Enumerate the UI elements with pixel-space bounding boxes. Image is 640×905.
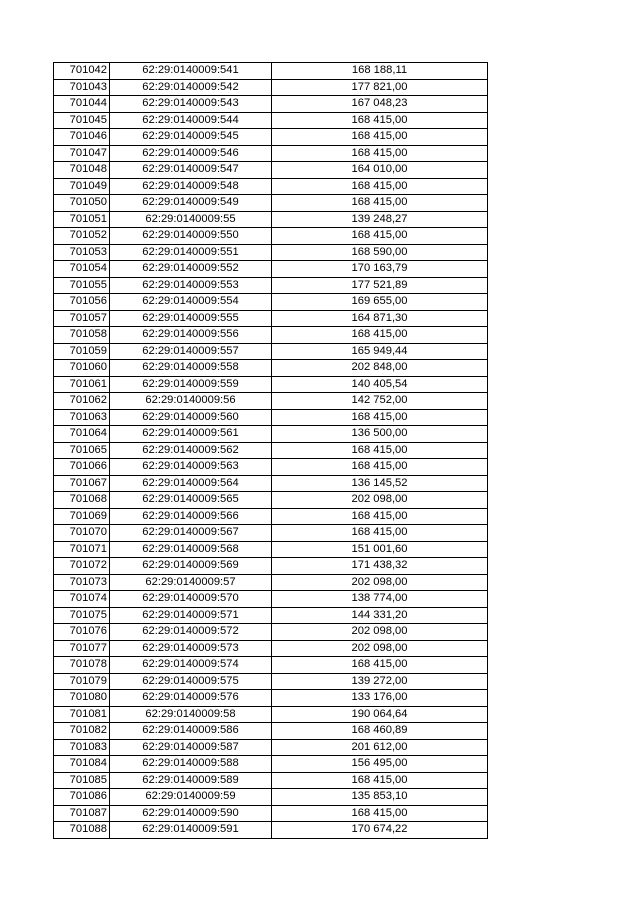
cadastral-number-cell: 62:29:0140009:552	[110, 261, 272, 278]
table-row	[54, 673, 488, 690]
cadastral-number-cell: 62:29:0140009:553	[110, 277, 272, 294]
cadastral-value-cell: 168 415,00	[272, 525, 488, 542]
cadastral-number-cell: 62:29:0140009:565	[110, 492, 272, 509]
cadastral-number-cell: 62:29:0140009:56	[110, 393, 272, 410]
row-id-cell: 701047	[54, 145, 110, 162]
cadastral-value-cell: 170 674,22	[272, 822, 488, 839]
cadastral-number-cell: 62:29:0140009:561	[110, 426, 272, 443]
cadastral-value-cell: 168 415,00	[272, 327, 488, 344]
row-id-cell: 701081	[54, 706, 110, 723]
cadastral-number-cell: 62:29:0140009:576	[110, 690, 272, 707]
cadastral-value-cell: 139 272,00	[272, 673, 488, 690]
cadastral-number-cell: 62:29:0140009:542	[110, 79, 272, 96]
row-id-cell: 701043	[54, 79, 110, 96]
cadastral-value-cell: 136 500,00	[272, 426, 488, 443]
table-row	[54, 541, 488, 558]
table-row	[54, 63, 488, 80]
table-row	[54, 145, 488, 162]
cadastral-number-cell: 62:29:0140009:559	[110, 376, 272, 393]
cadastral-number-cell: 62:29:0140009:574	[110, 657, 272, 674]
row-id-cell: 701071	[54, 541, 110, 558]
table-row	[54, 79, 488, 96]
cadastral-number-cell: 62:29:0140009:575	[110, 673, 272, 690]
cadastral-number-cell: 62:29:0140009:572	[110, 624, 272, 641]
cadastral-number-cell: 62:29:0140009:59	[110, 789, 272, 806]
cadastral-number-cell: 62:29:0140009:567	[110, 525, 272, 542]
row-id-cell: 701059	[54, 343, 110, 360]
cadastral-number-cell: 62:29:0140009:591	[110, 822, 272, 839]
table-row	[54, 393, 488, 410]
cadastral-value-cell: 169 655,00	[272, 294, 488, 311]
row-id-cell: 701054	[54, 261, 110, 278]
cadastral-number-cell: 62:29:0140009:545	[110, 129, 272, 146]
table-row	[54, 261, 488, 278]
table-row	[54, 360, 488, 377]
table-row	[54, 327, 488, 344]
row-id-cell: 701048	[54, 162, 110, 179]
row-id-cell: 701084	[54, 756, 110, 773]
table-body	[54, 63, 488, 839]
row-id-cell: 701062	[54, 393, 110, 410]
table-row	[54, 574, 488, 591]
cadastral-number-cell: 62:29:0140009:551	[110, 244, 272, 261]
table-row	[54, 475, 488, 492]
table-row	[54, 657, 488, 674]
cadastral-value-cell: 142 752,00	[272, 393, 488, 410]
row-id-cell: 701053	[54, 244, 110, 261]
table-row	[54, 426, 488, 443]
cadastral-number-cell: 62:29:0140009:550	[110, 228, 272, 245]
cadastral-value-cell: 168 415,00	[272, 409, 488, 426]
row-id-cell: 701085	[54, 772, 110, 789]
cadastral-number-cell: 62:29:0140009:570	[110, 591, 272, 608]
cadastral-value-cell: 168 415,00	[272, 657, 488, 674]
cadastral-value-cell: 133 176,00	[272, 690, 488, 707]
table-row	[54, 624, 488, 641]
cadastral-number-cell: 62:29:0140009:55	[110, 211, 272, 228]
cadastral-number-cell: 62:29:0140009:563	[110, 459, 272, 476]
table-row	[54, 442, 488, 459]
row-id-cell: 701075	[54, 607, 110, 624]
table-row	[54, 739, 488, 756]
table-row	[54, 640, 488, 657]
cadastral-value-cell: 164 871,30	[272, 310, 488, 327]
row-id-cell: 701080	[54, 690, 110, 707]
cadastral-number-cell: 62:29:0140009:571	[110, 607, 272, 624]
cadastral-number-cell: 62:29:0140009:568	[110, 541, 272, 558]
row-id-cell: 701073	[54, 574, 110, 591]
cadastral-value-cell: 168 415,00	[272, 459, 488, 476]
cadastral-number-cell: 62:29:0140009:564	[110, 475, 272, 492]
cadastral-value-cell: 202 098,00	[272, 640, 488, 657]
row-id-cell: 701086	[54, 789, 110, 806]
cadastral-value-cell: 168 415,00	[272, 145, 488, 162]
cadastral-value-cell: 202 848,00	[272, 360, 488, 377]
cadastral-value-cell: 140 405,54	[272, 376, 488, 393]
cadastral-number-cell: 62:29:0140009:548	[110, 178, 272, 195]
row-id-cell: 701072	[54, 558, 110, 575]
cadastral-number-cell: 62:29:0140009:560	[110, 409, 272, 426]
row-id-cell: 701061	[54, 376, 110, 393]
cadastral-value-cell: 168 188,11	[272, 63, 488, 80]
cadastral-value-cell: 177 521,89	[272, 277, 488, 294]
cadastral-number-cell: 62:29:0140009:590	[110, 805, 272, 822]
cadastral-value-cell: 168 415,00	[272, 508, 488, 525]
row-id-cell: 701067	[54, 475, 110, 492]
row-id-cell: 701055	[54, 277, 110, 294]
row-id-cell: 701058	[54, 327, 110, 344]
table-row	[54, 822, 488, 839]
cadastral-number-cell: 62:29:0140009:588	[110, 756, 272, 773]
cadastral-number-cell: 62:29:0140009:555	[110, 310, 272, 327]
row-id-cell: 701042	[54, 63, 110, 80]
cadastral-number-cell: 62:29:0140009:544	[110, 112, 272, 129]
cadastral-value-cell: 177 821,00	[272, 79, 488, 96]
table-row	[54, 756, 488, 773]
table-row	[54, 112, 488, 129]
cadastral-value-cell: 201 612,00	[272, 739, 488, 756]
table-row	[54, 690, 488, 707]
cadastral-value-table	[53, 62, 488, 839]
cadastral-value-cell: 144 331,20	[272, 607, 488, 624]
table-row	[54, 96, 488, 113]
table-row	[54, 723, 488, 740]
cadastral-number-cell: 62:29:0140009:566	[110, 508, 272, 525]
cadastral-value-cell: 168 415,00	[272, 129, 488, 146]
row-id-cell: 701077	[54, 640, 110, 657]
table-row	[54, 706, 488, 723]
cadastral-number-cell: 62:29:0140009:586	[110, 723, 272, 740]
cadastral-value-cell: 171 438,32	[272, 558, 488, 575]
cadastral-number-cell: 62:29:0140009:558	[110, 360, 272, 377]
table-row	[54, 805, 488, 822]
cadastral-value-cell: 168 415,00	[272, 442, 488, 459]
table-row	[54, 409, 488, 426]
cadastral-value-cell: 138 774,00	[272, 591, 488, 608]
cadastral-number-cell: 62:29:0140009:541	[110, 63, 272, 80]
row-id-cell: 701064	[54, 426, 110, 443]
cadastral-value-cell: 156 495,00	[272, 756, 488, 773]
table-row	[54, 211, 488, 228]
row-id-cell: 701057	[54, 310, 110, 327]
row-id-cell: 701066	[54, 459, 110, 476]
cadastral-number-cell: 62:29:0140009:554	[110, 294, 272, 311]
table-row	[54, 294, 488, 311]
cadastral-number-cell: 62:29:0140009:562	[110, 442, 272, 459]
cadastral-value-cell: 168 415,00	[272, 112, 488, 129]
row-id-cell: 701078	[54, 657, 110, 674]
table-row	[54, 591, 488, 608]
row-id-cell: 701045	[54, 112, 110, 129]
cadastral-number-cell: 62:29:0140009:569	[110, 558, 272, 575]
cadastral-value-cell: 168 415,00	[272, 178, 488, 195]
cadastral-value-cell: 139 248,27	[272, 211, 488, 228]
table-row	[54, 459, 488, 476]
cadastral-value-cell: 168 415,00	[272, 228, 488, 245]
row-id-cell: 701083	[54, 739, 110, 756]
cadastral-value-cell: 190 064,64	[272, 706, 488, 723]
cadastral-number-cell: 62:29:0140009:547	[110, 162, 272, 179]
cadastral-value-cell: 151 001,60	[272, 541, 488, 558]
row-id-cell: 701046	[54, 129, 110, 146]
table-row	[54, 277, 488, 294]
cadastral-value-cell: 164 010,00	[272, 162, 488, 179]
cadastral-value-cell: 167 048,23	[272, 96, 488, 113]
cadastral-number-cell: 62:29:0140009:587	[110, 739, 272, 756]
table-row	[54, 343, 488, 360]
cadastral-value-cell: 136 145,52	[272, 475, 488, 492]
cadastral-value-cell: 168 460,89	[272, 723, 488, 740]
cadastral-value-cell: 168 415,00	[272, 195, 488, 212]
cadastral-number-cell: 62:29:0140009:546	[110, 145, 272, 162]
cadastral-number-cell: 62:29:0140009:589	[110, 772, 272, 789]
row-id-cell: 701076	[54, 624, 110, 641]
table-row	[54, 772, 488, 789]
row-id-cell: 701051	[54, 211, 110, 228]
row-id-cell: 701079	[54, 673, 110, 690]
table-row	[54, 228, 488, 245]
row-id-cell: 701069	[54, 508, 110, 525]
cadastral-value-cell: 168 415,00	[272, 805, 488, 822]
table-row	[54, 607, 488, 624]
cadastral-number-cell: 62:29:0140009:556	[110, 327, 272, 344]
table-row	[54, 525, 488, 542]
cadastral-number-cell: 62:29:0140009:543	[110, 96, 272, 113]
cadastral-value-cell: 165 949,44	[272, 343, 488, 360]
cadastral-number-cell: 62:29:0140009:549	[110, 195, 272, 212]
cadastral-value-cell: 170 163,79	[272, 261, 488, 278]
table-row	[54, 310, 488, 327]
row-id-cell: 701070	[54, 525, 110, 542]
cadastral-number-cell: 62:29:0140009:557	[110, 343, 272, 360]
table-row	[54, 558, 488, 575]
cadastral-number-cell: 62:29:0140009:573	[110, 640, 272, 657]
table-row	[54, 162, 488, 179]
row-id-cell: 701087	[54, 805, 110, 822]
row-id-cell: 701082	[54, 723, 110, 740]
row-id-cell: 701068	[54, 492, 110, 509]
row-id-cell: 701088	[54, 822, 110, 839]
cadastral-number-cell: 62:29:0140009:58	[110, 706, 272, 723]
row-id-cell: 701074	[54, 591, 110, 608]
cadastral-value-cell: 168 590,00	[272, 244, 488, 261]
row-id-cell: 701063	[54, 409, 110, 426]
table-row	[54, 195, 488, 212]
table-row	[54, 129, 488, 146]
table-row	[54, 789, 488, 806]
row-id-cell: 701060	[54, 360, 110, 377]
cadastral-number-cell: 62:29:0140009:57	[110, 574, 272, 591]
cadastral-value-cell: 202 098,00	[272, 574, 488, 591]
cadastral-value-cell: 135 853,10	[272, 789, 488, 806]
cadastral-value-cell: 202 098,00	[272, 624, 488, 641]
row-id-cell: 701056	[54, 294, 110, 311]
cadastral-value-cell: 202 098,00	[272, 492, 488, 509]
table-row	[54, 244, 488, 261]
row-id-cell: 701049	[54, 178, 110, 195]
table-row	[54, 376, 488, 393]
table-row	[54, 178, 488, 195]
row-id-cell: 701050	[54, 195, 110, 212]
cadastral-value-cell: 168 415,00	[272, 772, 488, 789]
row-id-cell: 701052	[54, 228, 110, 245]
row-id-cell: 701044	[54, 96, 110, 113]
table-row	[54, 508, 488, 525]
table-row	[54, 492, 488, 509]
row-id-cell: 701065	[54, 442, 110, 459]
